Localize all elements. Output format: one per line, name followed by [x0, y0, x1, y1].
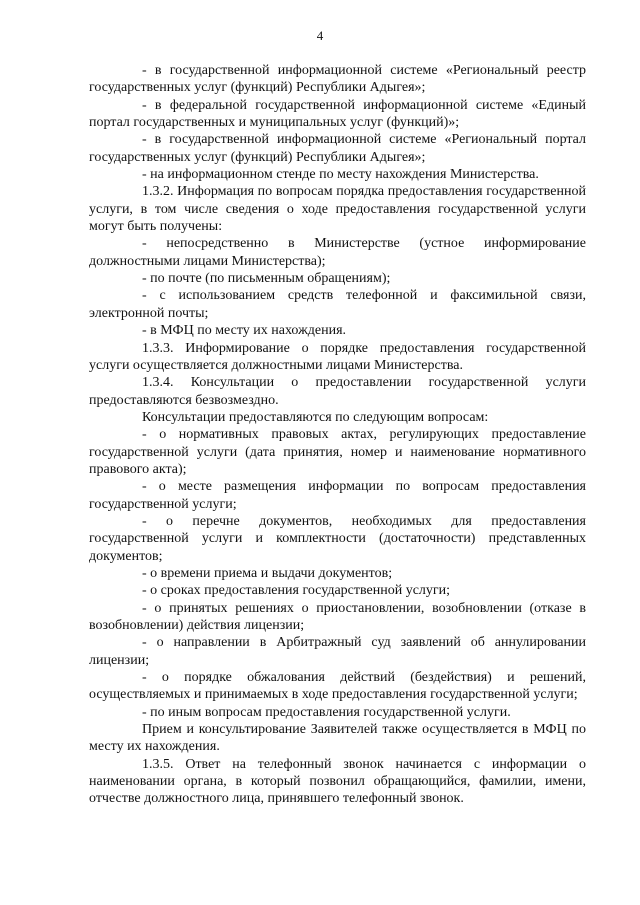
- paragraph-vremya-priema: - о времени приема и выдачи документов;: [142, 565, 393, 581]
- paragraph-normativnye-akty: - о нормативных правовых актах, регулирующих предоставление государственной услуги (дата принятия, номер и наименование нормативного правового акта);: [89, 427, 586, 477]
- paragraph-konsultatsii-voprosy: Консультации предоставляются по следующим вопросам:: [142, 409, 489, 425]
- paragraph-inye-voprosy: - по иным вопросам предоставления государственной услуги.: [142, 704, 511, 720]
- paragraph-mesto-razmeshcheniya: - о месте размещения информации по вопросам предоставления государственной услуги;: [89, 479, 586, 512]
- page-number: 4: [316, 28, 324, 43]
- paragraph-telefon-faks: - с использованием средств телефонной и факсимильной связи, электронной почты;: [89, 288, 586, 321]
- paragraph-priem-zayaviteley: Прием и консультирование Заявителей также осуществляется в МФЦ по месту их нахождения.: [89, 722, 586, 755]
- paragraph-priostanovlenie: - о принятых решениях о приостановлении, возобновлении (отказе в возобновлении) действия лицензии;: [89, 600, 586, 633]
- paragraph-sroki: - о сроках предоставления государственной услуги;: [142, 583, 451, 599]
- paragraph-po-pochte: - по почте (по письменным обращениям);: [142, 271, 391, 287]
- paragraph-perechen-dokumentov: - о перечне документов, необходимых для предоставления государственной услуги и комплектности (достаточности) представленных документов;: [89, 513, 586, 564]
- paragraph-edinyi-portal: - в федеральной государственной информационной системе «Единый портал государственных и муниципальных услуг (функций)»;: [89, 97, 586, 131]
- paragraph-v-ministerstve: - непосредственно в Министерстве (устное информирование должностными лицами Министерства);: [89, 236, 586, 269]
- paragraph-reestr: - в государственной информационной системе «Региональный реестр государственных услуг (функций) Республики Адыгея»;: [89, 63, 586, 96]
- paragraph-v-mfts: - в МФЦ по месту их нахождения.: [142, 323, 347, 339]
- paragraph-1-3-5: 1.3.5. Ответ на телефонный звонок начинается с информации о наименовании органа, в который позвонил обращающийся, фамилии, имени, отчестве должностного лица, принявшего телефонный звонок.: [89, 756, 586, 807]
- paragraph-arbitrazhnyi-sud: - о направлении в Арбитражный суд заявлений об аннулировании лицензии;: [89, 635, 586, 668]
- paragraph-informatsionnyi-stend: - на информационном стенде по месту нахождения Министерства.: [142, 167, 539, 183]
- paragraph-1-3-4: 1.3.4. Консультации о предоставлении государственной услуги предоставляются безвозмездно.: [89, 375, 586, 408]
- paragraph-obzhalovanie: - о порядке обжалования действий (бездействия) и решений, осуществляемых и принимаемых в ходе предоставления государственной услуги;: [89, 670, 586, 703]
- document-body: [89, 62, 586, 808]
- paragraph-1-3-3: 1.3.3. Информирование о порядке предоставления государственной услуги осуществляется должностными лицами Министерства.: [89, 340, 586, 373]
- paragraph-1-3-2: 1.3.2. Информация по вопросам порядка предоставления государственной услуги, в том числе сведения о ходе предоставления государственной услуги могут быть получены:: [89, 184, 586, 235]
- paragraph-regionalnyi-portal: - в государственной информационной системе «Региональный портал государственных услуг (функций) Республики Адыгея»;: [89, 132, 586, 165]
